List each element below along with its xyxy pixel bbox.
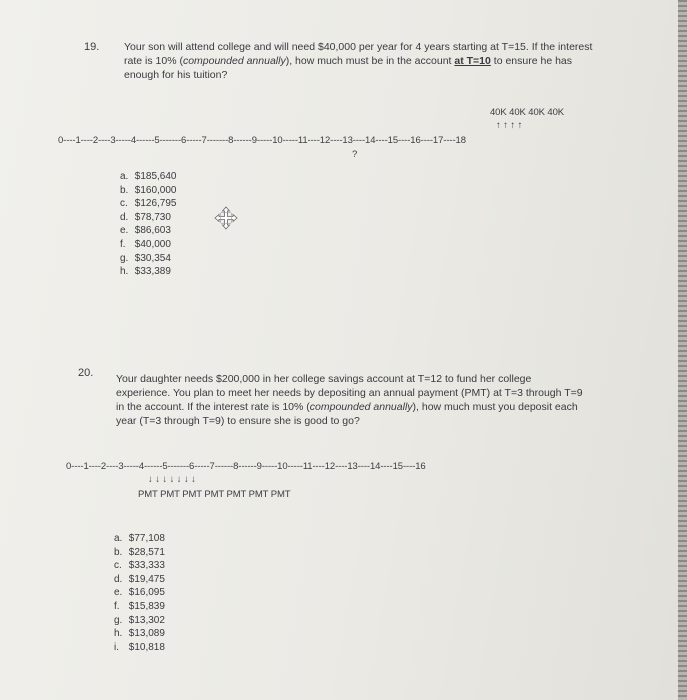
q19-option[interactable]: h. $33,389 [120, 266, 171, 278]
q19-timeline: 0----1----2----3-----4------5-------6-----7-------8------9-----10-----11----12----13----14----15----16----17----18 [58, 135, 466, 146]
question-20-text [116, 372, 586, 428]
q20-text-pre: Your daughter needs $200,000 in her college savings account at T=12 to fund her college experience. You plan to meet her needs by depositing an annual payment (PMT) at T=3 through T=9 in the account. If the interest rate is 10% ( [116, 373, 583, 413]
q19-text-italic: compounded annually [182, 55, 286, 67]
q19-cashflow-label: 40K 40K 40K 40K [490, 107, 565, 118]
question-20-number: 20. [78, 367, 94, 379]
question-19-text [124, 40, 594, 82]
q19-option[interactable]: c. $126,795 [120, 198, 177, 210]
q19-text-underline: at T=10 [454, 55, 491, 67]
q19-option[interactable]: g. $30,354 [120, 252, 171, 264]
q20-pmt-label: PMT PMT PMT PMT PMT PMT PMT [138, 489, 291, 500]
q20-option[interactable]: a. $77,108 [114, 533, 165, 544]
q19-text-pre: Your son will attend college and will need $40,000 per year for 4 years starting at T=15. If the interest rate is 10% ( [124, 41, 593, 67]
q19-unknown-marker: ? [352, 149, 358, 160]
q20-text-italic: compounded annually [309, 401, 413, 413]
q19-up-arrows: ↑ ↑ ↑ ↑ [496, 120, 523, 131]
q20-option[interactable]: i. $10,818 [114, 641, 165, 653]
q20-option[interactable]: b. $28,571 [114, 546, 165, 558]
q20-timeline: 0----1----2----3-----4------5-------6-----7------8------9-----10-----11----12----13----14----15----16 [66, 461, 426, 472]
q20-down-arrows: ↓ ↓ ↓ ↓ ↓ ↓ ↓ [148, 474, 196, 485]
q20-options-list [114, 532, 165, 654]
move-cursor-icon[interactable] [214, 206, 238, 230]
q19-option[interactable]: f. $40,000 [120, 238, 171, 250]
q19-option[interactable]: e. $86,603 [120, 225, 171, 237]
q20-option[interactable]: g. $13,302 [114, 614, 165, 626]
q19-option[interactable]: b. $160,000 [120, 184, 177, 196]
q19-options-list [120, 170, 177, 279]
q20-option[interactable]: h. $13,089 [114, 628, 165, 640]
q20-text-post: ), how much must you deposit each year (T=3 through T=9) to ensure she is good to go? [116, 401, 578, 427]
page-binding-edge [678, 0, 687, 700]
q20-option[interactable]: c. $33,333 [114, 560, 165, 572]
q19-option[interactable]: d. $78,730 [120, 211, 171, 223]
q20-option[interactable]: e. $16,095 [114, 587, 165, 599]
q20-option[interactable]: f. $15,839 [114, 600, 165, 612]
q19-text-mid: ), how much must be in the account [285, 55, 455, 67]
q19-text-post: to ensure he has enough for his tuition? [124, 55, 572, 81]
q19-option[interactable]: a. $185,640 [120, 171, 177, 182]
question-19-number: 19. [84, 41, 100, 53]
q20-option[interactable]: d. $19,475 [114, 573, 165, 585]
